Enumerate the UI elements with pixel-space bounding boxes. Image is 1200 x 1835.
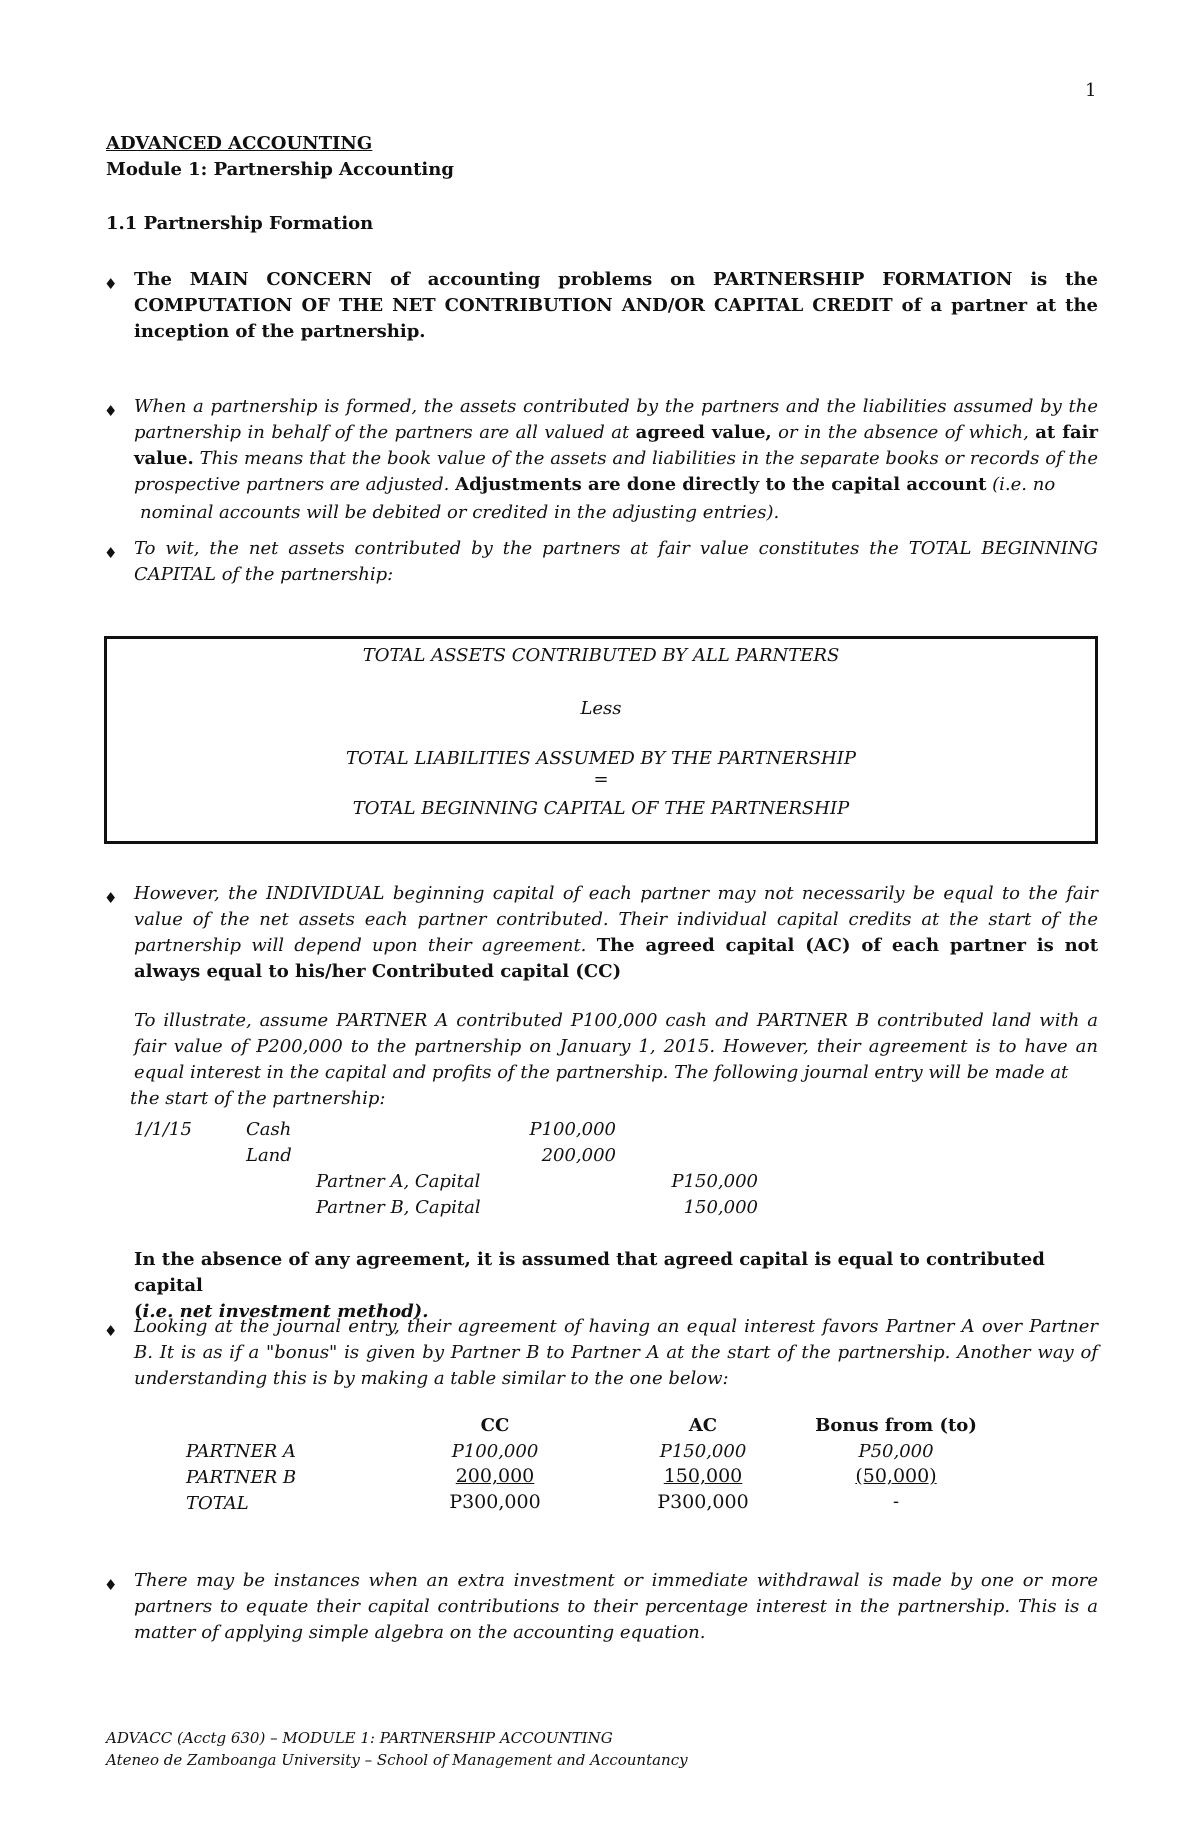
- formula-line-assets: TOTAL ASSETS CONTRIBUTED BY ALL PARNTERS: [362, 645, 840, 666]
- table-header-ac: AC: [688, 1415, 718, 1436]
- section-heading: 1.1 Partnership Formation: [106, 213, 374, 234]
- valuation-text-4: (i.e. no: [986, 474, 1056, 495]
- formula-line-total-capital: TOTAL BEGINNING CAPITAL OF THE PARTNERSHIP: [352, 798, 850, 819]
- table-header-cc: CC: [480, 1415, 510, 1436]
- formula-line-equals: =: [593, 769, 609, 790]
- table-cell-cc: P100,000: [451, 1441, 539, 1462]
- bullet-icon: ♦: [104, 889, 118, 907]
- module-subtitle: Module 1: Partnership Accounting: [106, 159, 454, 180]
- beginning-capital-formula-box: [104, 636, 1098, 844]
- agreed-value-emphasis: agreed value,: [635, 422, 772, 443]
- absence-text: In the absence of any agreement, it is assumed that agreed capital is equal to contributed capital: [134, 1249, 1045, 1296]
- bullet-icon: ♦: [104, 275, 118, 293]
- table-cell-bonus: P50,000: [858, 1441, 934, 1462]
- fair-value-emphasis: at fair value.: [134, 422, 1098, 469]
- illustration-paragraph: To illustrate, assume PARTNER A contributed P100,000 cash and PARTNER B contributed land with a fair value of P200,000 to the partnership on January 1, 2015. However, their agreement is to have an equal interest in the capital and profits of the partnership. The following journal entry will be made at: [134, 1010, 1098, 1083]
- table-cell-cc: 200,000: [455, 1465, 535, 1487]
- bullet-icon: ♦: [104, 402, 118, 420]
- valuation-text-3: This means that the book value of the assets and liabilities in the separate books or records of the prospective partners are adjusted.: [134, 448, 1098, 495]
- individual-capital-paragraph: [134, 881, 1098, 985]
- journal-account: Partner A, Capital: [316, 1171, 481, 1192]
- bullet-icon: ♦: [104, 1322, 118, 1340]
- footer-course: ADVACC (Acctg 630) – MODULE 1: PARTNERSHIP ACCOUNTING: [106, 1729, 613, 1747]
- table-cell-ac: P150,000: [659, 1441, 747, 1462]
- bullet-icon: ♦: [104, 544, 118, 562]
- journal-date: 1/1/15: [134, 1119, 192, 1140]
- journal-credit: P150,000: [671, 1171, 758, 1192]
- nominal-accounts-note: nominal accounts will be debited or credited in the adjusting entries).: [140, 502, 780, 523]
- table-cell-ac: P300,000: [657, 1491, 749, 1513]
- adjustments-emphasis: Adjustments are done directly to the capital account: [455, 474, 987, 495]
- journal-debit: P100,000: [529, 1119, 616, 1140]
- journal-account: Land: [246, 1145, 292, 1166]
- table-cell-ac: 150,000: [663, 1465, 743, 1487]
- formula-line-liabilities: TOTAL LIABILITIES ASSUMED BY THE PARTNERSHIP: [346, 748, 856, 769]
- journal-debit: 200,000: [541, 1145, 616, 1166]
- bullet-icon: ♦: [104, 1576, 118, 1594]
- page-number: 1: [1085, 80, 1097, 101]
- table-cell-bonus: -: [892, 1491, 900, 1512]
- footer-school: Ateneo de Zamboanga University – School of Management and Accountancy: [106, 1751, 688, 1769]
- table-row-label: PARTNER B: [186, 1467, 297, 1488]
- bonus-explanation-paragraph: Looking at the journal entry, their agreement of having an equal interest favors Partner A over Partner B. It is as if a "bonus" is given by Partner B to Partner A at the start of the partnership. Another way of understanding this is by making a table similar to the one below:: [134, 1316, 1098, 1389]
- to-wit-paragraph: To wit, the net assets contributed by the partners at fair value constitutes the TOTAL BEGINNING CAPITAL of the partnership:: [134, 538, 1098, 585]
- journal-account: Cash: [246, 1119, 292, 1140]
- valuation-text-2: or in the absence of which,: [771, 422, 1036, 443]
- table-header-bonus: Bonus from (to): [815, 1415, 977, 1436]
- journal-account: Partner B, Capital: [316, 1197, 481, 1218]
- valuation-text-1: When a partnership is formed, the assets contributed by the partners and the liabilities assumed by the partnership in behalf of the partners are all valued at: [134, 396, 1098, 443]
- absence-paren: (: [134, 1301, 143, 1322]
- individual-capital-text: However, the INDIVIDUAL beginning capital of each partner may not necessarily be equal to the fair value of the net assets each partner contributed. Their individual capital credits at the start of the partnership will depend upon their agreement.: [134, 883, 1098, 956]
- extra-investment-paragraph: There may be instances when an extra investment or immediate withdrawal is made by one or more partners to equate their capital contributions to their percentage interest in the partnership. This is a matter of applying simple algebra on the accounting equation.: [134, 1570, 1098, 1643]
- document-title: ADVANCED ACCOUNTING: [106, 133, 373, 154]
- main-concern-paragraph: The MAIN CONCERN of accounting problems on PARTNERSHIP FORMATION is the COMPUTATION OF THE NET CONTRIBUTION AND/OR CAPITAL CREDIT of a partner at the inception of the partnership.: [134, 269, 1098, 342]
- net-investment-method: i.e. net investment method).: [142, 1301, 429, 1322]
- table-cell-bonus: (50,000): [855, 1465, 937, 1487]
- valuation-paragraph: [134, 394, 1098, 498]
- agreed-capital-emphasis: The agreed capital (AC) of each partner is not always equal to his/her Contributed capital (CC): [134, 935, 1099, 982]
- journal-credit: 150,000: [683, 1197, 758, 1218]
- table-row-label: TOTAL: [186, 1493, 249, 1514]
- formula-line-less: Less: [580, 698, 622, 719]
- table-row-label: PARTNER A: [186, 1441, 296, 1462]
- table-cell-cc: P300,000: [449, 1491, 541, 1513]
- illustration-paragraph-end: the start of the partnership:: [130, 1088, 386, 1109]
